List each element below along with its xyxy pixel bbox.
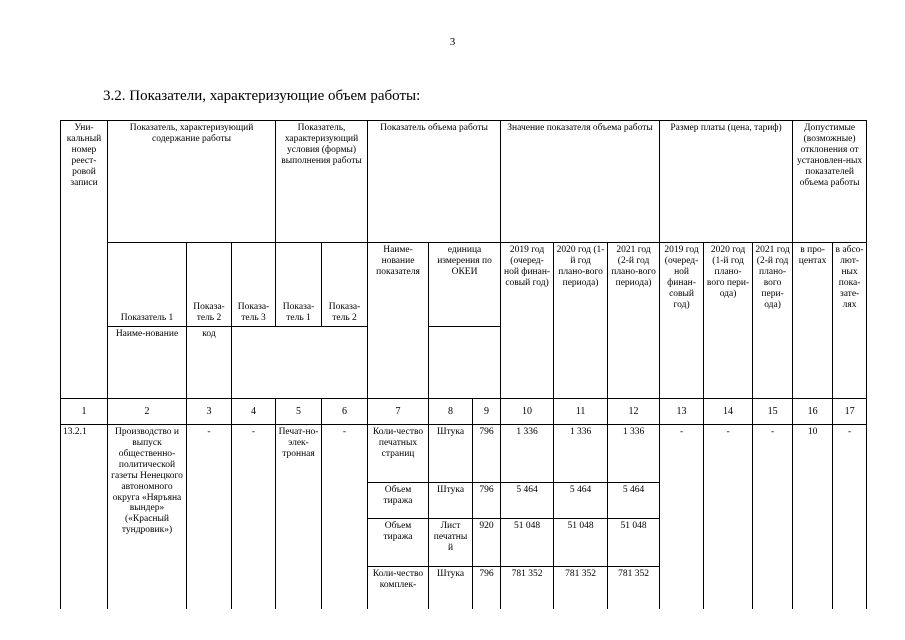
column-number: 10 — [501, 399, 554, 425]
indicator-name — [368, 567, 429, 609]
unit-code: 796 — [473, 567, 501, 609]
work-volume-table — [60, 120, 867, 609]
header-conditions-indicator: Показатель, характеризующий условия (формы) выполнения работы — [276, 121, 368, 243]
column-number: 15 — [753, 399, 793, 425]
header-content-2: Показа-тель 2 — [187, 243, 232, 327]
column-numbers-row — [61, 399, 867, 425]
record-fee-2021: - — [753, 425, 793, 609]
column-number: 6 — [322, 399, 368, 425]
header-unit-okei: единица измерения по ОКЕИ — [429, 243, 501, 327]
header-fee-2019: 2019 год (очеред-ной финан-совый год) — [660, 243, 704, 399]
header-val-2021: 2021 год (2-й год плано-вого периода) — [608, 243, 660, 399]
indicator-name: Объем тиража — [368, 519, 429, 567]
unit-code: 920 — [473, 519, 501, 567]
indicator-name: Коли-чество печатных страниц — [368, 425, 429, 483]
header-fee-size: Размер платы (цена, тариф) — [660, 121, 793, 243]
column-number: 11 — [554, 399, 608, 425]
value-2021: 1 336 — [608, 425, 660, 483]
indicator-name: Объем тиража — [368, 483, 429, 519]
header-volume-value: Значение показателя объема работы — [501, 121, 660, 243]
value-2019: 781 352 — [501, 567, 554, 609]
header-volume-indicator: Показатель объема работы — [368, 121, 501, 243]
header-content-3: Показа-тель 3 — [232, 243, 276, 327]
column-number: 13 — [660, 399, 704, 425]
value-2021: 781 352 — [608, 567, 660, 609]
header-code: код — [187, 327, 232, 399]
header-row-1 — [61, 121, 867, 243]
record-percent: 10 — [793, 425, 833, 609]
column-number: 17 — [833, 399, 867, 425]
record-absolute: - — [833, 425, 867, 609]
value-2019: 1 336 — [501, 425, 554, 483]
header-val-2019: 2019 год (очеред-ной финан-совый год) — [501, 243, 554, 399]
value-2020: 51 048 — [554, 519, 608, 567]
value-2020: 5 464 — [554, 483, 608, 519]
unit-name: Лист печатны й — [429, 519, 473, 567]
header-absolute: в абсо-лют-ных пока-зате-лях — [833, 243, 867, 399]
column-number: 7 — [368, 399, 429, 425]
header-fee-2020: 2020 год (1-й год плано-вого пери-ода) — [704, 243, 753, 399]
header-fee-2021: 2021 год (2-й год плано-вого пери-ода) — [753, 243, 793, 399]
header-cond-2: Показа-тель 2 — [322, 243, 368, 327]
column-number: 5 — [276, 399, 322, 425]
header-val-2020: 2020 год (1-й год плано-вого периода) — [554, 243, 608, 399]
header-deviation: Допустимые (возможные) отклонения от установлен-ных показателей объема работы — [793, 121, 867, 243]
header-content-1: Показатель 1 — [108, 243, 187, 327]
column-number: 12 — [608, 399, 660, 425]
unit-name: Штука — [429, 567, 473, 609]
header-content-indicator: Показатель, характеризующий содержание работы — [108, 121, 276, 243]
section-heading: 3.2. Показатели, характеризующие объем работы: — [103, 88, 421, 104]
unit-name: Штука — [429, 483, 473, 519]
record-number: 13.2.1 — [61, 425, 108, 609]
header-registry-number: Уни-кальный номер реест-ровой записи — [61, 121, 108, 399]
unit-code: 796 — [473, 483, 501, 519]
column-number: 9 — [473, 399, 501, 425]
record-cond-1: Печат-но-элек-тронная — [276, 425, 322, 609]
header-row-2 — [61, 243, 867, 327]
column-number: 8 — [429, 399, 473, 425]
record-cond-2: - — [322, 425, 368, 609]
column-number: 4 — [232, 399, 276, 425]
column-number: 2 — [108, 399, 187, 425]
unit-code: 796 — [473, 425, 501, 483]
value-2020: 1 336 — [554, 425, 608, 483]
column-number: 1 — [61, 399, 108, 425]
record-fee-2020: - — [704, 425, 753, 609]
header-percent: в про-центах — [793, 243, 833, 399]
record-content-3: - — [232, 425, 276, 609]
record-fee-2019: - — [660, 425, 704, 609]
unit-name: Штука — [429, 425, 473, 483]
header-cond-1: Показа-тель 1 — [276, 243, 322, 327]
column-number: 16 — [793, 399, 833, 425]
indicator-name-text: Коли-чество комплек- — [372, 569, 424, 590]
header-indicator-name: Наиме-нование показателя — [368, 243, 429, 399]
value-2021: 51 048 — [608, 519, 660, 567]
page-number: 3 — [449, 36, 456, 48]
table-row — [61, 425, 867, 483]
value-2019: 5 464 — [501, 483, 554, 519]
value-2021: 5 464 — [608, 483, 660, 519]
column-number: 14 — [704, 399, 753, 425]
record-content-1: Производство и выпуск общественно-политической газеты Ненецкого автономного округа «Няръяна вындер» («Красный тундровик») — [108, 425, 187, 609]
header-unit-name: Наиме-нование — [108, 327, 187, 399]
value-2020: 781 352 — [554, 567, 608, 609]
record-content-2: - — [187, 425, 232, 609]
column-number: 3 — [187, 399, 232, 425]
value-2019: 51 048 — [501, 519, 554, 567]
